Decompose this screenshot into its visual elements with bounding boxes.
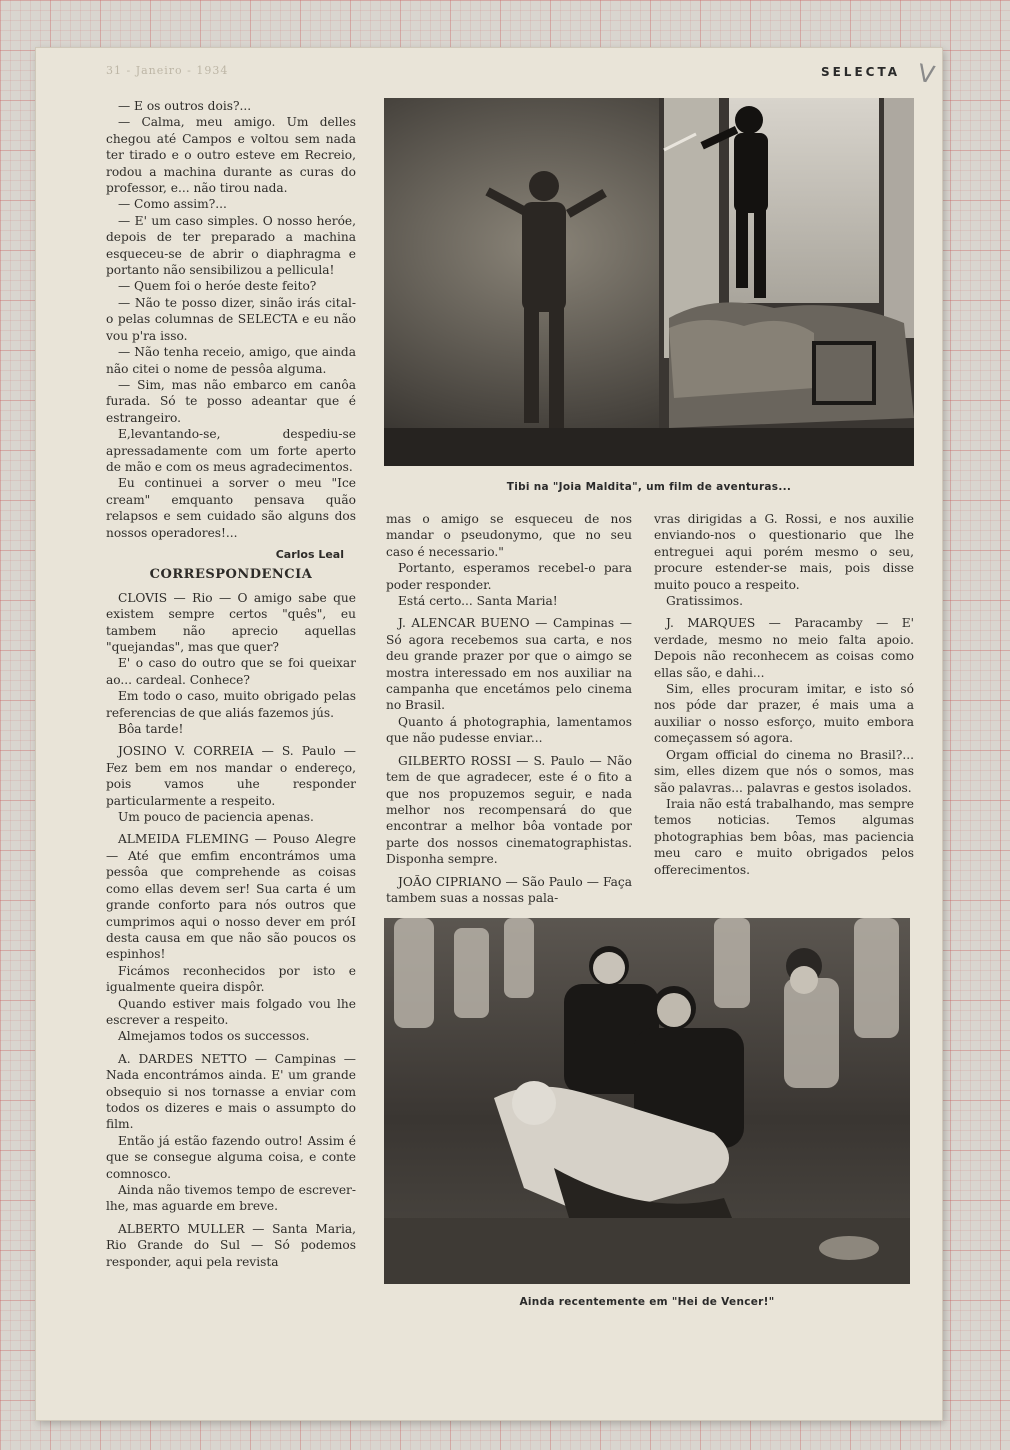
story-text [106,98,356,541]
correspondence-list [386,511,632,906]
column-3 [654,511,914,878]
paragraph: — Não te posso dizer, sinão irás cital-o pelas columnas de SELECTA e eu não vou p'ra isso. [106,295,356,343]
article-signature: Carlos Leal [275,547,344,561]
correspondence-entry [386,615,632,746]
paragraph: A. DARDES NETTO — Campinas — Nada encontrámos ainda. E' um grande obsequio si nos tornasse a enviar com todos os dizeres e mais o assumpto do film. [106,1051,356,1132]
paragraph: Almejamos todos os successos. [118,1029,310,1044]
paragraph: — E' um caso simples. O nosso heróe, depois de ter preparado a machina esqueceu-se de abrir o diaphragma e portanto não sensibilizou a pellicula! [106,213,356,278]
paragraph: Quanto á photographia, lamentamos que não pudesse enviar... [386,714,632,746]
paragraph: — Como assim?... [118,197,227,212]
correspondence-entry [386,511,632,609]
paragraph: Portanto, esperamos recebel-o para poder responder. [386,561,632,592]
header-title: SELECTA [820,65,900,79]
film-still-image [384,918,910,1284]
film-still-photo [384,918,910,1284]
paragraph: — E os outros dois?... [118,99,252,113]
correspondence-entry [106,1051,356,1215]
paragraph: J. MARQUES — Paracamby — E' verdade, mesmo no meio falta apoio. Depois não reconhecem as coisas como ellas são, e dahi... [654,616,914,680]
paragraph: Iraia não está trabalhando, mas sempre temos noticias. Temos algumas photographias bem bôas, mas paciencia meu caro e muito obrigados pelos offerecimentos. [654,796,914,877]
paragraph: Um pouco de paciencia apenas. [118,810,314,825]
paragraph: JOSINO V. CORREIA — S. Paulo — Fez bem em nos mandar o endereço, pois vamos uhe responder particularmente a respeito. [106,744,356,808]
paragraph: E' o caso do outro que se foi queixar ao... cardeal. Conhece? [106,656,356,687]
paragraph: Ainda não tivemos tempo de escrever-lhe, mas aguarde em breve. [106,1183,356,1214]
paragraph: GILBERTO ROSSI — S. Paulo — Não tem de que agradecer, este é o fito a que nos propuzemos seguir, e nada melhor nos recompensará do que encontrar a melhor bôa vontade por parte dos nossos cinematographistas. Disponha sempre. [386,753,632,867]
paragraph: mas o amigo se esqueceu de nos mandar o pseudonymo, que no seu caso é necessario." [386,512,632,559]
paragraph: Está certo... Santa Maria! [398,594,558,609]
correspondence-entry [654,511,914,609]
correspondence-entry [106,743,356,825]
paragraph: — Calma, meu amigo. Um delles chegou até Campos e voltou sem nada ter tirado e o outro esteve em Recreio, rodou a machina durante as curas do professor, e... não tirou nada. [106,115,356,196]
correspondence-entry [654,615,914,878]
header-date: 31 - Janeiro - 1934 [106,64,229,77]
paragraph: Em todo o caso, muito obrigado pelas referencias de que aliás fazemos jús. [106,689,356,720]
film-still-photo [384,98,914,466]
paragraph: Orgam official do cinema no Brasil?... sim, elles dizem que nós o somos, mas são palavras... palavras e gestos isolados. [654,747,914,795]
paragraph: — Sim, mas não embarco em canôa furada. Só te posso adeantar que é estrangeiro. [106,377,356,425]
paragraph: — Quem foi o heróe deste feito? [118,279,317,294]
paragraph: Bôa tarde! [118,722,184,737]
column-2 [386,511,632,906]
paragraph: E,levantando-se, despediu-se apressadamente com um forte aperto de mão e com os meus agradecimentos. [106,427,356,474]
correspondence-entry [106,590,356,738]
magazine-page [36,48,942,1420]
paragraph: ALMEIDA FLEMING — Pouso Alegre — Até que emfim encontrámos uma pessôa que comprehende as coisas como ellas devem ser! Sua carta é um grande conforto para nós outros que cumprimos aqui o nosso dever em próI desta causa em que não são poucos os espinhos! [106,832,356,962]
paragraph: vras dirigidas a G. Rossi, e nos auxilie enviando-nos o questionario que lhe entreguei aqui porém mesmo o seu, procure estender-se mais, pois disse muito pouco a respeito. [654,512,914,592]
paragraph: Eu continuei a sorver o meu "Ice cream" emquanto pensava quão relapsos e sem cuidado são alguns dos nossos operadores!... [106,476,356,540]
paragraph: ALBERTO MULLER — Santa Maria, Rio Grande do Sul — Só podemos responder, aqui pela revista [106,1221,356,1269]
paragraph: Então já estão fazendo outro! Assim é que se consegue alguma coisa, e conte comnosco. [106,1133,356,1181]
correspondence-list [106,590,356,1270]
correspondence-list [654,511,914,878]
section-heading: CORRESPONDENCIA [149,567,313,583]
correspondence-entry [106,1221,356,1270]
paragraph: — Não tenha receio, amigo, que ainda não citei o nome de pessôa alguma. [106,345,356,376]
pencil-mark: V [915,58,937,90]
paragraph: Ficámos reconhecidos por isto e igualmente queira dispôr. [106,963,356,995]
paragraph: CLOVIS — Rio — O amigo sabe que existem sempre certos "quês", eu tambem não aprecio aquellas "quejandas", mas que quer? [106,590,356,654]
paragraph: J. ALENCAR BUENO — Campinas — Só agora recebemos sua carta, e nos deu grande prazer por que o aimgo se mostra interessado em nos auxiliar na campanha que encetámos pelo cinema no Brasil. [386,616,632,713]
column-1 [106,98,356,1270]
paragraph: Quando estiver mais folgado vou lhe escrever a respeito. [106,996,356,1027]
correspondence-entry [106,831,356,1044]
photo-caption: Ainda recentemente em "Hei de Vencer!" [519,1296,775,1308]
photo-caption: Tibi na "Joia Maldita", um film de aventuras... [506,481,792,493]
correspondence-entry [386,874,632,907]
correspondence-entry [386,753,632,868]
paragraph: JOÃO CIPRIANO — São Paulo — Faça tambem suas a nossas pala- [386,874,632,905]
film-still-image [384,98,914,466]
paragraph: Gratissimos. [666,594,744,609]
paragraph: Sim, elles procuram imitar, e isto só nos póde dar prazer, é mais uma a auxiliar o nosso esforço, muito embora começassem só agora. [654,682,914,746]
